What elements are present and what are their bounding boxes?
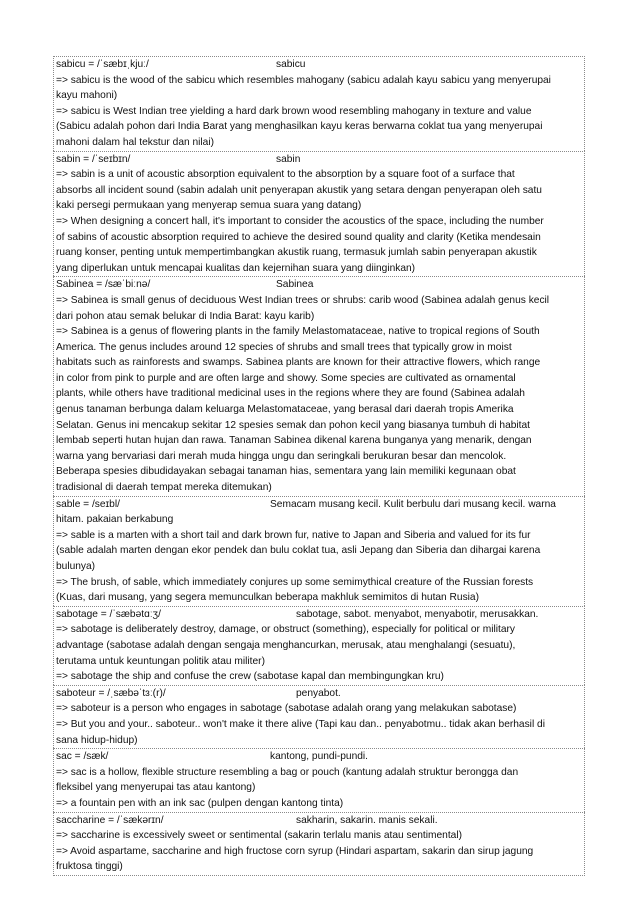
entry-header	[56, 749, 582, 765]
definition-line: => saboteur is a person who engages in sabotage (sabotase adalah orang yang melakukan sabotase)	[56, 703, 517, 715]
short-meaning: Sabinea	[276, 279, 314, 291]
dictionary-entry	[53, 496, 585, 606]
definition-line: yang diperlukan untuk mencapai kualitas dan kejernihan suara yang diinginkan)	[56, 262, 416, 274]
definition-line: => Sabinea is small genus of deciduous West Indian trees or shrubs: carib wood (Sabinea adalah genus kecil	[56, 294, 550, 306]
definition-line: => saccharine is excessively sweet or sentimental (sakarin terlalu manis atau sentimental)	[56, 830, 462, 842]
definition-line: ruang konser, penting untuk mempertimbangkan akustik ruang, termasuk jumlah sabin penyerapan akustik	[56, 247, 537, 259]
definition-line: absorbs all incident sound (sabin adalah unit penyerapan akustik yang setara dengan penyerapan oleh satu	[56, 184, 542, 196]
definition-line: => The brush, of sable, which immediately conjures up some semimythical creature of the Russian forests	[56, 576, 534, 588]
entry-header	[56, 813, 582, 829]
definition-line: (sable adalah marten dengan ekor pendek dan bulu coklat tua, asli Jepang dan Siberia dan dihargai karena	[56, 545, 541, 557]
definition-line: dari pohon atau semak belukar di India Barat: kayu karib)	[56, 310, 315, 322]
dictionary-entry	[53, 606, 585, 685]
entry-header	[56, 152, 582, 168]
definition-line: kaki persegi permukaan yang menyerap semua suara yang datang)	[56, 200, 362, 212]
short-meaning: sabicu	[276, 59, 306, 70]
definition-line: America. The genus includes around 12 species of shrubs and small trees that typically grow in moist	[56, 341, 512, 353]
definition-line: => sac is a hollow, flexible structure resembling a bag or pouch (kantung adalah struktur berongga dan	[56, 766, 519, 778]
short-meaning: sabotage, sabot. menyabot, menyabotir, merusakkan.	[296, 608, 539, 620]
definition-line: => a fountain pen with an ink sac (pulpen dengan kantong tinta)	[56, 797, 344, 809]
definition-line: (Kuas, dari musang, yang segera memunculkan beberapa makhluk semimitos di hutan Rusia)	[56, 592, 479, 604]
definition-line: mahoni dalam hal tekstur dan nilai)	[56, 136, 214, 148]
definition-line: => sabotage is deliberately destroy, damage, or obstruct (something), especially for political or military	[56, 624, 516, 636]
dictionary-sheet	[53, 56, 585, 876]
headword: sabin = /ˈseɪbɪn/	[56, 153, 131, 165]
definition-line: => sabicu is West Indian tree yielding a hard dark brown wood resembling mahogany in texture and value	[56, 105, 532, 117]
short-meaning: Semacam musang kecil. Kulit berbulu dari musang kecil. warna	[270, 498, 556, 510]
entry-header	[56, 607, 582, 623]
headword: sable = /seɪbl/	[56, 498, 120, 510]
dictionary-entry	[53, 56, 585, 151]
definition-line: => sabotage the ship and confuse the crew (sabotase kapal dan membingungkan kru)	[56, 671, 444, 683]
definition-line: kayu mahoni)	[56, 90, 118, 102]
definition-line: => sabicu is the wood of the sabicu which resembles mahogany (sabicu adalah kayu sabicu yang menyerupai	[56, 74, 551, 86]
definition-line: (Sabicu adalah pohon dari India Barat yang menghasilkan kayu keras berwarna coklat tua yang menyerupai	[56, 121, 543, 133]
headword: saboteur = /ˌsæbəˈtɜː(r)/	[56, 687, 166, 699]
short-meaning: sakharin, sakarin. manis sekali.	[296, 814, 438, 826]
dictionary-entry	[53, 151, 585, 277]
definition-line: Beberapa spesies dibudidayakan sebagai tanaman hias, sementara yang lain memiliki kegunaan obat	[56, 466, 516, 478]
short-meaning: sabin	[276, 153, 301, 165]
definition-line: Selatan. Genus ini mencakup sekitar 12 spesies semak dan pohon kecil yang biasanya tumbuh di habitat	[56, 419, 531, 431]
short-meaning: penyabot.	[296, 687, 341, 699]
entry-header	[56, 497, 582, 513]
dictionary-entry	[53, 276, 585, 495]
definition-line: terutama untuk keuntungan politik atau militer)	[56, 655, 265, 667]
definition-line: warna yang bervariasi dari merah muda hingga ungu dan seringkali berukuran besar dan mencolok.	[56, 450, 507, 462]
definition-line: tradisional di daerah tempat mereka ditemukan)	[56, 482, 272, 494]
definition-line: => Sabinea is a genus of flowering plants in the family Melastomataceae, native to tropical regions of South	[56, 326, 540, 338]
definition-line: => sable is a marten with a short tail and dark brown fur, native to Japan and Siberia and valued for its fur	[56, 529, 531, 541]
headword: saccharine = /ˈsækərɪn/	[56, 814, 164, 826]
definition-line: habitats such as rainforests and swamps. Sabinea plants are known for their attractive flowers, which range	[56, 357, 541, 369]
definition-line: fruktosa tinggi)	[56, 861, 123, 873]
definition-line: plants, while others have traditional medicinal uses in the regions where they are found (Sabinea adalah	[56, 388, 525, 400]
definition-line: hitam. pakaian berkabung	[56, 514, 174, 526]
entry-header	[56, 57, 582, 73]
entry-header	[56, 686, 582, 702]
entry-header	[56, 277, 582, 293]
definition-line: in color from pink to purple and are often large and showy. Some species are cultivated as ornamental	[56, 372, 516, 384]
headword: Sabinea = /sæˈbiːnə/	[56, 279, 151, 291]
headword: sabicu = /ˈsæbɪˌkjuː/	[56, 59, 149, 70]
definition-line: => Avoid aspartame, saccharine and high fructose corn syrup (Hindari aspartam, sakarin dan sirup jagung	[56, 845, 534, 857]
headword: sac = /sæk/	[56, 751, 109, 763]
definition-line: of sabins of acoustic absorption required to achieve the desired sound quality and clarity (Ketika mendesain	[56, 231, 541, 243]
definition-line: fleksibel yang menyerupai tas atau kantong)	[56, 782, 256, 794]
dictionary-entry	[53, 685, 585, 748]
definition-line: genus tanaman berbunga dalam keluarga Melastomataceae, yang berasal dari daerah tropis Amerika	[56, 404, 514, 416]
definition-line: bulunya)	[56, 561, 96, 572]
definition-line: lembab seperti hutan hujan dan rawa. Tanaman Sabinea dikenal karena bunganya yang menarik, dengan	[56, 435, 532, 447]
definition-line: => sabin is a unit of acoustic absorption equivalent to the absorption by a square foot of a surface that	[56, 169, 515, 181]
definition-line: => When designing a concert hall, it's important to consider the acoustics of the space, including the number	[56, 215, 544, 227]
definition-line: advantage (sabotase adalah dengan sengaja menghancurkan, merusak, atau menghalangi (sesuatu),	[56, 639, 516, 651]
definition-line: => But you and your.. saboteur.. won't make it there alive (Tapi kau dan.. penyabotmu.. tidak akan berhasil di	[56, 718, 545, 730]
headword: sabotage = /ˈsæbətɑːʒ/	[56, 608, 161, 620]
short-meaning: kantong, pundi-pundi.	[270, 751, 368, 763]
dictionary-entry	[53, 748, 585, 811]
dictionary-entry	[53, 812, 585, 876]
definition-line: sana hidup-hidup)	[56, 734, 138, 746]
